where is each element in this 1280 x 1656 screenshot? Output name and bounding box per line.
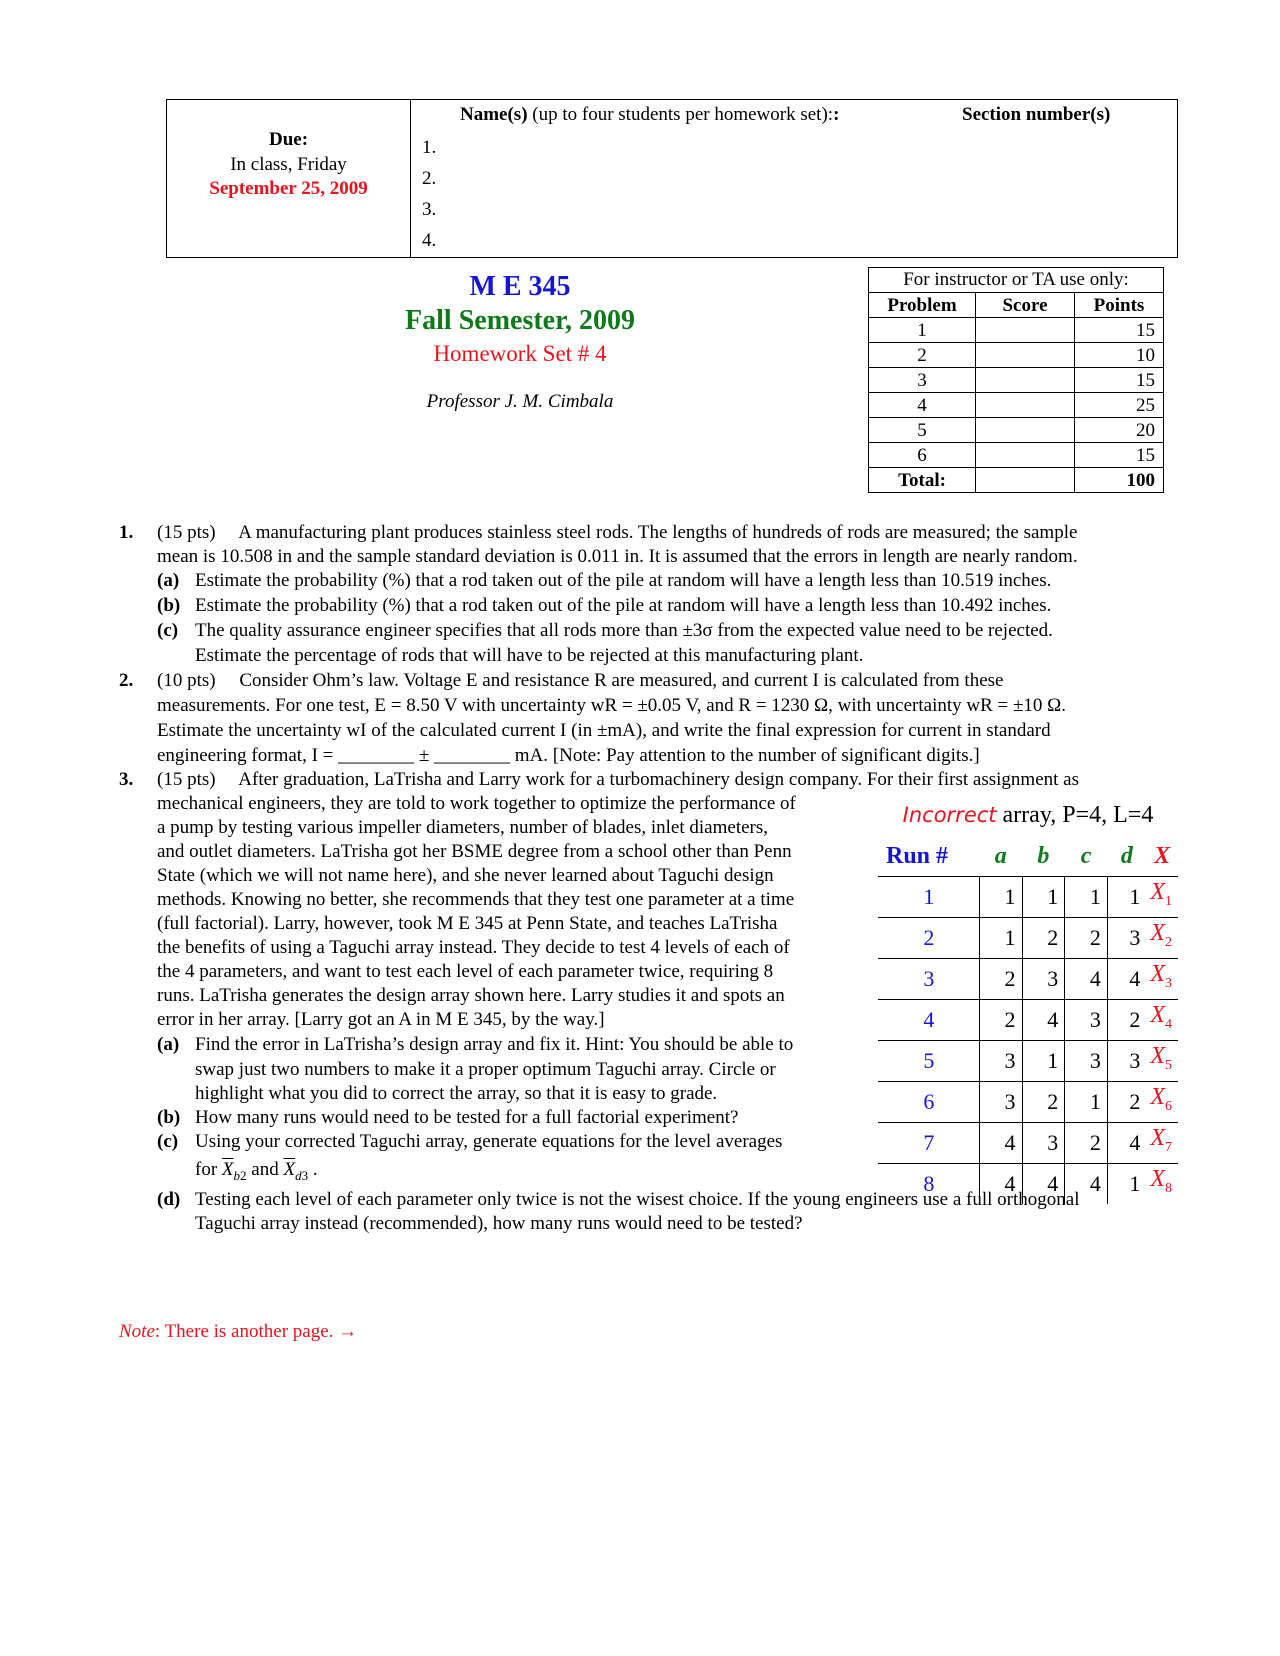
taguchi-row: 4 2 4 3 2 $X_4$	[878, 1000, 1178, 1041]
problem-3b: How many runs would need to be tested for a full factorial experiment?	[195, 1107, 739, 1128]
taguchi-header-d: d	[1120, 842, 1133, 869]
problem-3c-cont: for $\overline{X}_{b2}$ and $\overline{X}_{d3}$ .	[195, 1159, 318, 1183]
course-title: M E 345	[469, 271, 571, 302]
score-row: 4 25	[869, 393, 1164, 418]
problem-2-text: Estimate the uncertainty wI of the calculated current I (in ±mA), and write the final expression for current in standard	[157, 720, 1051, 741]
name-slot[interactable]: 2.	[422, 168, 437, 189]
problem-1c: The quality assurance engineer specifies that all rods more than ±3σ from the expected value need to be rejected.	[195, 620, 1053, 641]
taguchi-row: 2 1 2 2 3 $X_2$	[878, 918, 1178, 959]
problem-2-number: 2.	[119, 670, 134, 691]
taguchi-header-run: Run #	[886, 842, 949, 869]
problem-3-text: the 4 parameters, and want to test each level of each parameter twice, requiring 8	[157, 961, 774, 982]
problem-3c: Using your corrected Taguchi array, generate equations for the level averages	[195, 1131, 783, 1152]
problem-3-text: (full factorial). Larry, however, took M E 345 at Penn State, and teaches LaTrisha	[157, 913, 778, 934]
problem-3-text: methods. Knowing no better, she recommends that they test one parameter at a time	[157, 889, 795, 910]
name-slot[interactable]: 4.	[422, 230, 437, 251]
due-block	[167, 128, 410, 202]
score-cell[interactable]	[976, 368, 1075, 393]
section-header: Section number(s)	[962, 104, 1111, 125]
problem-3a-cont: swap just two numbers to make it a proper optimum Taguchi array. Circle or	[195, 1059, 776, 1080]
score-row: 5 20	[869, 418, 1164, 443]
score-header-problem: Problem	[869, 293, 976, 318]
taguchi-caption: Incorrect array, P=4, L=4	[902, 802, 1154, 828]
taguchi-header-b: b	[1037, 842, 1050, 869]
problem-3d-cont: Taguchi array instead (recommended), how many runs would need to be tested?	[195, 1213, 803, 1234]
taguchi-row: 5 3 1 3 3 $X_5$	[878, 1041, 1178, 1082]
score-row: 1 15	[869, 318, 1164, 343]
problem-3-text: a pump by testing various impeller diameters, number of blades, inlet diameters,	[157, 817, 769, 838]
problem-3d: Testing each level of each parameter only twice is not the wisest choice. If the young engineers use a full orthogonal	[195, 1189, 1080, 1210]
score-row: 6 15	[869, 443, 1164, 468]
problem-3-text: error in her array. [Larry got an A in M E 345, by the way.]	[157, 1009, 605, 1030]
taguchi-row: 8 4 4 4 1 $X_8$	[878, 1164, 1178, 1205]
header-box	[166, 99, 1178, 258]
name-slot[interactable]: 3.	[422, 199, 437, 220]
score-header-points: Points	[1075, 293, 1164, 318]
header-divider	[410, 100, 411, 257]
problem-3-text: State (which we will not name here), and she never learned about Taguchi design	[157, 865, 774, 886]
problem-3a: Find the error in LaTrisha’s design array and fix it. Hint: You should be able to	[195, 1034, 794, 1055]
professor-name: Professor J. M. Cimbala	[426, 391, 614, 412]
score-table	[868, 267, 1164, 493]
taguchi-header-x: X	[1154, 842, 1171, 869]
semester-title: Fall Semester, 2009	[405, 305, 635, 336]
problem-1b: Estimate the probability (%) that a rod taken out of the pile at random will have a length less than 10.492 inches.	[195, 595, 1052, 616]
score-cell[interactable]	[976, 318, 1075, 343]
due-label: Due:	[268, 129, 309, 150]
score-total-row: Total: 100	[869, 468, 1164, 493]
problem-2-text: (10 pts) Consider Ohm’s law. Voltage E and resistance R are measured, and current I is calculated from these	[157, 670, 1004, 691]
problem-3-text: the benefits of using a Taguchi array instead. They decide to test 4 levels of each of	[157, 937, 790, 958]
score-cell[interactable]	[976, 443, 1075, 468]
score-cell[interactable]	[976, 393, 1075, 418]
score-total-cell[interactable]	[976, 468, 1075, 493]
another-page-note: Note: There is another page. →	[119, 1321, 358, 1342]
problem-3a-cont: highlight what you did to correct the array, so that it is easy to grade.	[195, 1083, 718, 1104]
problem-3-number: 3.	[119, 769, 134, 790]
problem-3-text: (15 pts) After graduation, LaTrisha and Larry work for a turbomachinery design company. For their first assignment as	[157, 769, 1079, 790]
taguchi-header-c: c	[1080, 842, 1092, 869]
names-header: Name(s) (up to four students per homework set)::	[460, 104, 840, 125]
problem-2-text: engineering format, I = ________ ± ________ mA. [Note: Pay attention to the number of significant digits.]	[157, 745, 980, 766]
problem-1a: Estimate the probability (%) that a rod taken out of the pile at random will have a length less than 10.519 inches.	[195, 570, 1052, 591]
problem-3-text: runs. LaTrisha generates the design array shown here. Larry studies it and spots an	[157, 985, 785, 1006]
taguchi-row: 1 1 1 1 1 $X_1$	[878, 877, 1178, 918]
score-caption: For instructor or TA use only:	[868, 267, 1164, 292]
score-row: 2 10	[869, 343, 1164, 368]
taguchi-row: 6 3 2 1 2 $X_6$	[878, 1082, 1178, 1123]
taguchi-header-a: a	[994, 842, 1007, 869]
problem-1-text: (15 pts) A manufacturing plant produces stainless steel rods. The lengths of hundreds of rods are measured; the sample	[157, 522, 1078, 543]
homework-title: Homework Set # 4	[433, 341, 607, 366]
problem-1-number: 1.	[119, 522, 134, 543]
taguchi-row: 7 4 3 2 4 $X_7$	[878, 1123, 1178, 1164]
name-slots	[422, 132, 436, 256]
problem-3-text: mechanical engineers, they are told to work together to optimize the performance of	[157, 793, 796, 814]
taguchi-row: 3 2 3 4 4 $X_3$	[878, 959, 1178, 1000]
due-line: In class, Friday	[230, 153, 347, 175]
due-date: September 25, 2009	[209, 178, 368, 199]
score-header-score: Score	[976, 293, 1075, 318]
name-slot[interactable]: 1.	[422, 137, 437, 158]
score-cell[interactable]	[976, 418, 1075, 443]
problem-1c-cont: Estimate the percentage of rods that will have to be rejected at this manufacturing plant.	[195, 645, 864, 666]
title-block	[360, 270, 680, 415]
problem-3-text: and outlet diameters. LaTrisha got her BSME degree from a school other than Penn	[157, 841, 792, 862]
problem-1-text: mean is 10.508 in and the sample standard deviation is 0.011 in. It is assumed that the errors in length are nearly random.	[157, 546, 1078, 567]
problem-2-text: measurements. For one test, E = 8.50 V with uncertainty wR = ±0.05 V, and R = 1230 Ω, with uncertainty wR = ±10 Ω.	[157, 695, 1067, 716]
score-row: 3 15	[869, 368, 1164, 393]
score-cell[interactable]	[976, 343, 1075, 368]
taguchi-array-table	[878, 796, 1178, 1204]
